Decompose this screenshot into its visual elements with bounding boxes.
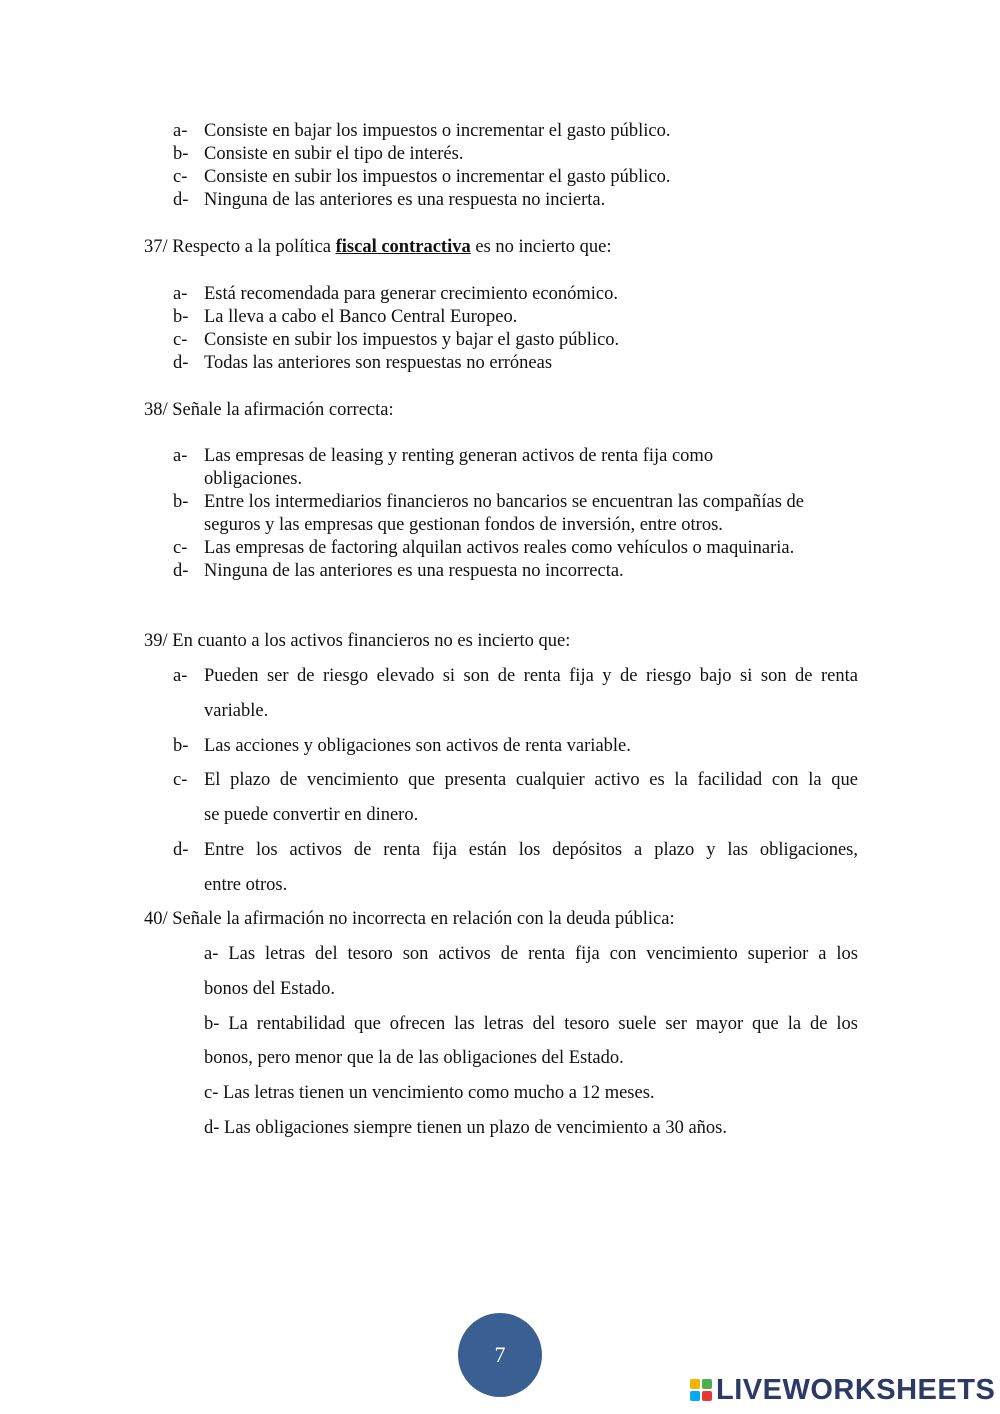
q37-question-start: 37/ Respecto a la política: [144, 237, 336, 257]
option-marker: a-: [173, 446, 188, 466]
option-text: bonos, pero menor que la de las obligaciones del Estado.: [204, 1048, 624, 1068]
option-text: variable.: [204, 701, 269, 721]
option-text: seguros y las empresas que gestionan fondos de inversión, entre otros.: [204, 515, 723, 535]
option-text: Consiste en bajar los impuestos o incrementar el gasto público.: [204, 121, 671, 141]
option-text: Consiste en subir los impuestos y bajar el gasto público.: [204, 330, 620, 350]
option-marker: c-: [173, 330, 188, 350]
q37-question: [144, 236, 612, 258]
option-marker: d-: [173, 840, 189, 860]
page-number-badge: 7: [458, 1313, 542, 1397]
q38-question: 38/ Señale la afirmación correcta:: [144, 400, 394, 420]
option-text: Consiste en subir los impuestos o incrementar el gasto público.: [204, 167, 671, 187]
option-marker: d-: [173, 561, 189, 581]
option-marker: d-: [173, 190, 189, 210]
q37-emphasis: fiscal contractiva: [335, 237, 471, 257]
option-marker: a-: [173, 121, 188, 141]
option-marker: a-: [173, 666, 188, 686]
brand-name: LIVEWORKSHEETS: [716, 1373, 996, 1406]
option-text: La lleva a cabo el Banco Central Europeo.: [204, 307, 518, 327]
option-marker: c-: [173, 770, 188, 790]
liveworksheets-logo: [690, 1373, 995, 1407]
option-marker: b-: [173, 144, 189, 164]
option-text: bonos del Estado.: [204, 979, 336, 999]
option-text: Las empresas de factoring alquilan activos reales como vehículos o maquinaria.: [204, 538, 795, 558]
option-text: Está recomendada para generar crecimiento económico.: [204, 284, 618, 304]
option-text: d- Las obligaciones siempre tienen un plazo de vencimiento a 30 años.: [204, 1118, 727, 1138]
option-text: obligaciones.: [204, 469, 303, 489]
option-text: Todas las anteriores son respuestas no erróneas: [204, 353, 553, 373]
option-text: se puede convertir en dinero.: [204, 805, 419, 825]
option-text: b- La rentabilidad que ofrecen las letras del tesoro suele ser mayor que la de los: [204, 1014, 858, 1034]
option-text: Ninguna de las anteriores es una respuesta no incierta.: [204, 190, 606, 210]
option-text: El plazo de vencimiento que presenta cualquier activo es la facilidad con la que: [204, 770, 858, 790]
option-marker: c-: [173, 538, 188, 558]
option-marker: c-: [173, 167, 188, 187]
option-text: a- Las letras del tesoro son activos de renta fija con vencimiento superior a los: [204, 944, 858, 964]
q39-question: 39/ En cuanto a los activos financieros no es incierto que:: [144, 631, 571, 651]
option-text: c- Las letras tienen un vencimiento como mucho a 12 meses.: [204, 1083, 655, 1103]
q37-question-end: es no incierto que:: [470, 237, 612, 257]
logo-blocks-icon: [690, 1379, 712, 1401]
option-text: Entre los intermediarios financieros no bancarios se encuentran las compañías de: [204, 492, 805, 512]
option-text: entre otros.: [204, 875, 288, 895]
option-text: Consiste en subir el tipo de interés.: [204, 144, 464, 164]
option-marker: b-: [173, 736, 189, 756]
option-text: Entre los activos de renta fija están los depósitos a plazo y las obligaciones,: [204, 840, 858, 860]
option-text: Pueden ser de riesgo elevado si son de renta fija y de riesgo bajo si son de renta: [204, 666, 858, 686]
option-text: Las empresas de leasing y renting generan activos de renta fija como: [204, 446, 714, 466]
q40-question: 40/ Señale la afirmación no incorrecta en relación con la deuda pública:: [144, 909, 675, 929]
option-marker: d-: [173, 353, 189, 373]
option-marker: b-: [173, 492, 189, 512]
option-marker: a-: [173, 284, 188, 304]
option-marker: b-: [173, 307, 189, 327]
option-text: Las acciones y obligaciones son activos de renta variable.: [204, 736, 631, 756]
option-text: Ninguna de las anteriores es una respuesta no incorrecta.: [204, 561, 624, 581]
